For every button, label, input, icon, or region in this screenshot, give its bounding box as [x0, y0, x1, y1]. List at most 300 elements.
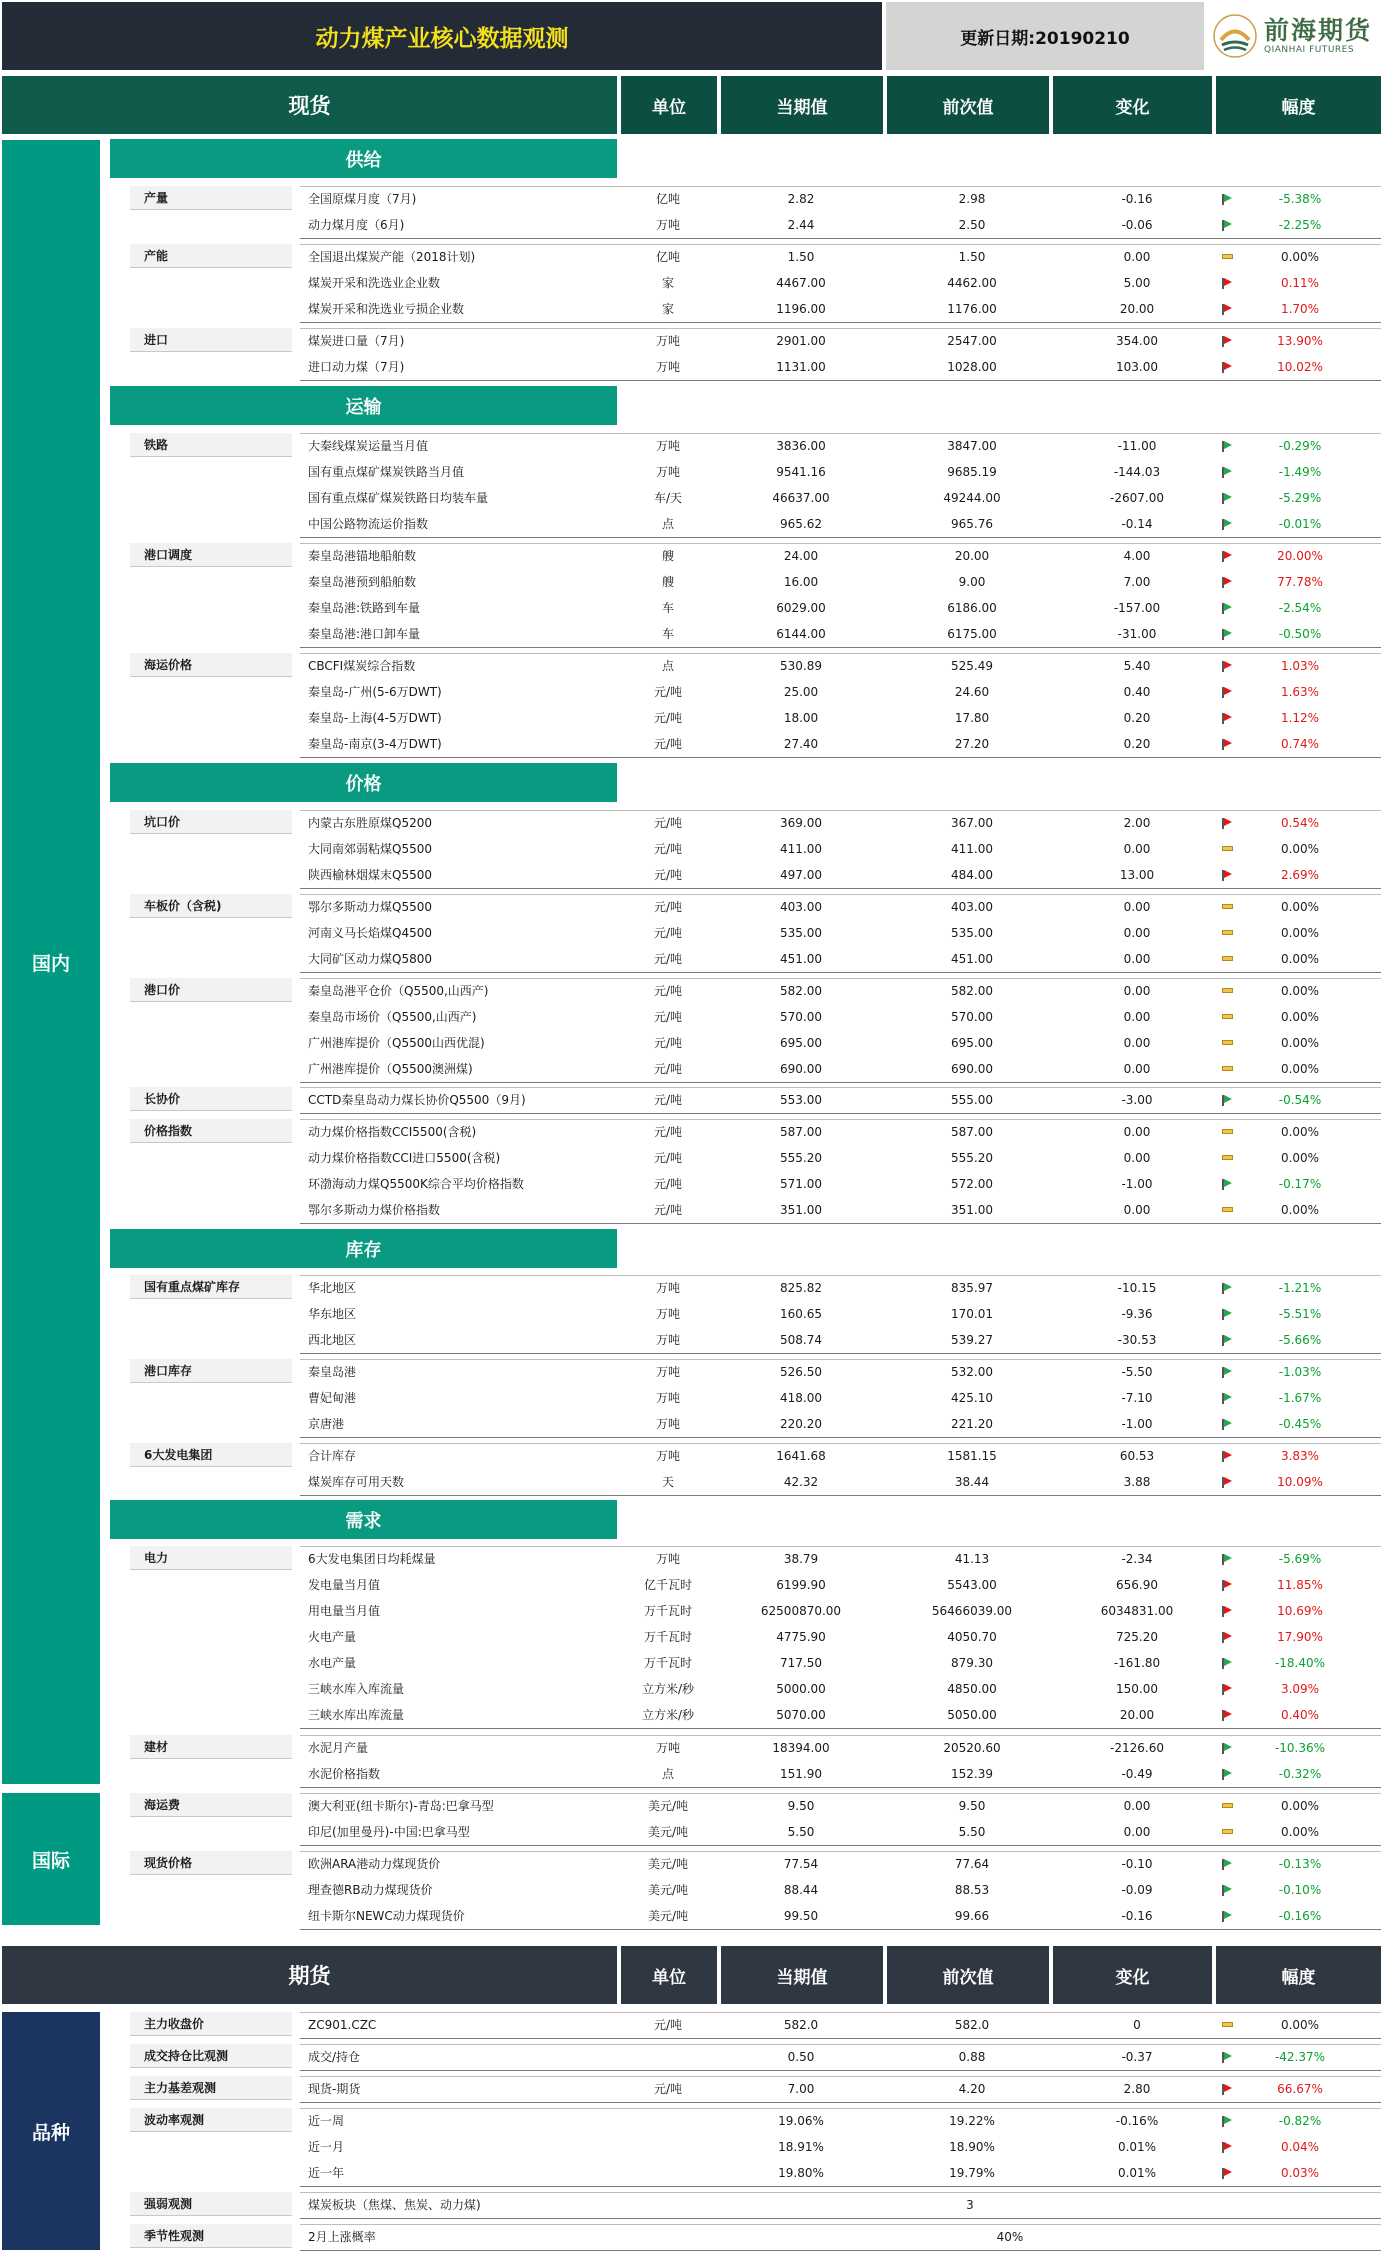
row-name: CBCFI煤炭综合指数 — [308, 659, 416, 673]
group-demand: 需求 — [110, 1500, 617, 1539]
row-current-value: 27.40 — [783, 737, 819, 751]
row-unit: 元/吨 — [653, 952, 683, 966]
row-unit: 元/吨 — [653, 1062, 683, 1076]
row-pct-change: -10.36% — [1274, 1741, 1326, 1755]
row-name: CCTD秦皇岛动力煤长协价Q5500（9月) — [308, 1093, 526, 1107]
trend-indicator — [1220, 244, 1240, 270]
trend-indicator — [1220, 1275, 1240, 1301]
row-name: 发电量当月值 — [308, 1578, 381, 1592]
table-row — [300, 653, 1381, 679]
trend-indicator — [1220, 1119, 1240, 1145]
up-flag-icon — [1222, 362, 1232, 372]
table-row — [300, 485, 1381, 511]
up-flag-icon — [1222, 2084, 1232, 2094]
table-row — [300, 621, 1381, 648]
row-pct-change: 10.69% — [1277, 1604, 1323, 1618]
category-label: 车板价（含税) — [130, 894, 292, 918]
row-pct-change: 0.74% — [1280, 737, 1320, 751]
row-current-value: 411.00 — [780, 842, 822, 856]
trend-indicator — [1220, 485, 1240, 511]
row-unit: 元/吨 — [653, 1203, 683, 1217]
row-unit: 车 — [661, 601, 674, 615]
row-pct-change: 3.09% — [1280, 1682, 1320, 1696]
row-name: 水泥月产量 — [308, 1741, 369, 1755]
row-name: 秦皇岛港:铁路到车量 — [308, 601, 421, 615]
trend-indicator — [1220, 1030, 1240, 1056]
row-current-value: 3836.00 — [776, 439, 826, 453]
row-previous-value: 18.90% — [949, 2140, 995, 2154]
table-row — [300, 920, 1381, 946]
table-row — [300, 1359, 1381, 1385]
row-previous-value: 2547.00 — [947, 334, 997, 348]
row-previous-value: 425.10 — [951, 1391, 993, 1405]
spot-header-current: 当期值 — [721, 76, 883, 134]
category-label: 电力 — [130, 1546, 292, 1570]
row-unit: 元/吨 — [653, 1010, 683, 1024]
row-previous-value: 572.00 — [951, 1177, 993, 1191]
trend-indicator — [1220, 1624, 1240, 1650]
table-row — [300, 1546, 1381, 1572]
row-pct-change: 0.00% — [1280, 1151, 1320, 1165]
row-unit: 万千瓦时 — [643, 1630, 692, 1644]
sidebar-variety: 品种 — [2, 2012, 100, 2250]
row-name: 煤炭开采和洗选业企业数 — [308, 276, 441, 290]
row-change: -0.06 — [1121, 218, 1153, 232]
down-flag-icon — [1222, 1911, 1232, 1921]
table-row — [300, 810, 1381, 836]
row-previous-value: 170.01 — [951, 1307, 993, 1321]
row-change: -2.34 — [1121, 1552, 1153, 1566]
row-unit: 万吨 — [655, 1449, 680, 1463]
row-unit: 美元/吨 — [647, 1857, 689, 1871]
category-label: 6大发电集团 — [130, 1443, 292, 1467]
up-flag-icon — [1222, 687, 1232, 697]
table-row — [300, 862, 1381, 889]
trend-indicator — [1220, 212, 1240, 238]
trend-indicator — [1220, 621, 1240, 647]
row-name: 大同南郊弱粘煤Q5500 — [308, 842, 432, 856]
row-name: 鄂尔多斯动力煤Q5500 — [308, 900, 432, 914]
row-name: 大秦线煤炭运量当月值 — [308, 439, 429, 453]
row-pct-change: 66.67% — [1277, 2082, 1323, 2096]
row-pct-change: -0.32% — [1278, 1767, 1322, 1781]
row-change: -5.50 — [1121, 1365, 1153, 1379]
row-name: 水电产量 — [308, 1656, 357, 1670]
row-unit: 点 — [661, 659, 674, 673]
trend-indicator — [1220, 1171, 1240, 1197]
row-change: 0.00 — [1123, 1825, 1151, 1839]
row-name: 西北地区 — [308, 1333, 357, 1347]
row-current-value: 570.00 — [780, 1010, 822, 1024]
row-change: 725.20 — [1116, 1630, 1158, 1644]
row-name: 澳大利亚(纽卡斯尔)-青岛:巴拿马型 — [308, 1799, 494, 1813]
row-change: 0.01% — [1117, 2166, 1157, 2180]
row-name: 秦皇岛港锚地船舶数 — [308, 549, 417, 563]
row-previous-value: 2.98 — [958, 192, 986, 206]
row-previous-value: 4850.00 — [947, 1682, 997, 1696]
table-row — [300, 569, 1381, 595]
row-name: 近一年 — [308, 2166, 345, 2180]
row-previous-value: 20.00 — [954, 549, 990, 563]
flat-indicator-icon — [1222, 1040, 1233, 1045]
row-unit: 万吨 — [655, 439, 680, 453]
row-change: -9.36 — [1121, 1307, 1153, 1321]
row-pct-change: 0.40% — [1280, 1708, 1320, 1722]
up-flag-icon — [1222, 278, 1232, 288]
trend-indicator — [1220, 1546, 1240, 1572]
row-name: 用电量当月值 — [308, 1604, 381, 1618]
row-previous-value: 27.20 — [954, 737, 990, 751]
row-current-value: 451.00 — [780, 952, 822, 966]
sidebar-international: 国际 — [2, 1793, 100, 1925]
row-previous-value: 99.66 — [954, 1909, 990, 1923]
row-pct-change: 1.12% — [1280, 711, 1320, 725]
trend-indicator — [1220, 354, 1240, 380]
trend-indicator — [1220, 1650, 1240, 1676]
row-name: 秦皇岛港 — [308, 1365, 357, 1379]
row-current-value: 19.06% — [778, 2114, 824, 2128]
row-current-value: 508.74 — [780, 1333, 822, 1347]
trend-indicator — [1220, 1385, 1240, 1411]
down-flag-icon — [1222, 467, 1232, 477]
row-change: -0.09 — [1121, 1883, 1153, 1897]
row-pct-change: -0.82% — [1278, 2114, 1322, 2128]
flat-indicator-icon — [1222, 956, 1233, 961]
row-change: 0.00 — [1123, 926, 1151, 940]
group-price: 价格 — [110, 763, 617, 802]
row-unit: 艘 — [661, 549, 674, 563]
table-row — [300, 894, 1381, 920]
trend-indicator — [1220, 2076, 1240, 2102]
row-current-value: 6029.00 — [776, 601, 826, 615]
flat-indicator-icon — [1222, 904, 1233, 909]
trend-indicator — [1220, 2160, 1240, 2186]
row-pct-change: -0.50% — [1278, 627, 1322, 641]
row-unit: 家 — [661, 302, 674, 316]
trend-indicator — [1220, 1572, 1240, 1598]
row-name: 国有重点煤矿煤炭铁路日均装车量 — [308, 491, 489, 505]
top-bar — [0, 0, 1381, 72]
row-change: -0.10 — [1121, 1857, 1153, 1871]
table-row — [300, 595, 1381, 621]
row-name: 中国公路物流运价指数 — [308, 517, 429, 531]
row-change: -0.16% — [1115, 2114, 1159, 2128]
table-row — [300, 705, 1381, 731]
row-unit: 车 — [661, 627, 674, 641]
row-change: 5.40 — [1123, 659, 1151, 673]
row-current-value: 18394.00 — [772, 1741, 830, 1755]
row-current-value: 42.32 — [783, 1475, 819, 1489]
table-row — [300, 2076, 1381, 2103]
row-change: 2.80 — [1123, 2082, 1151, 2096]
down-flag-icon — [1222, 603, 1232, 613]
futures-header-pct: 幅度 — [1216, 1946, 1381, 2004]
row-current-value: 99.50 — [783, 1909, 819, 1923]
row-name: 进口动力煤（7月) — [308, 360, 405, 374]
table-row — [300, 1056, 1381, 1083]
row-change: 7.00 — [1123, 575, 1151, 589]
row-pct-change: 0.04% — [1280, 2140, 1320, 2154]
trend-indicator — [1220, 1735, 1240, 1761]
row-previous-value: 965.76 — [951, 517, 993, 531]
row-unit: 万吨 — [655, 1741, 680, 1755]
row-pct-change: 0.00% — [1280, 900, 1320, 914]
row-previous-value: 9.50 — [958, 1799, 986, 1813]
row-previous-value: 20520.60 — [943, 1741, 1001, 1755]
row-pct-change: 20.00% — [1277, 549, 1323, 563]
down-flag-icon — [1222, 2052, 1232, 2062]
row-pct-change: 0.00% — [1280, 926, 1320, 940]
table-row — [300, 1171, 1381, 1197]
row-name: 合计库存 — [308, 1449, 357, 1463]
table-row — [300, 511, 1381, 538]
row-pct-change: 0.00% — [1280, 984, 1320, 998]
row-name: 曹妃甸港 — [308, 1391, 357, 1405]
row-previous-value: 38.44 — [954, 1475, 990, 1489]
row-change: 0.20 — [1123, 737, 1151, 751]
row-unit: 元/吨 — [653, 816, 683, 830]
row-pct-change: 0.03% — [1280, 2166, 1320, 2180]
table-row — [300, 1903, 1381, 1930]
row-previous-value: 4462.00 — [947, 276, 997, 290]
row-unit: 万吨 — [655, 1281, 680, 1295]
futures-header-change: 变化 — [1053, 1946, 1212, 2004]
table-row — [300, 1197, 1381, 1224]
row-name: 动力煤月度（6月) — [308, 218, 405, 232]
trend-indicator — [1220, 1903, 1240, 1929]
row-previous-value: 4050.70 — [947, 1630, 997, 1644]
table-row — [300, 836, 1381, 862]
row-previous-value: 49244.00 — [943, 491, 1001, 505]
row-unit: 美元/吨 — [647, 1799, 689, 1813]
row-unit: 万吨 — [655, 1552, 680, 1566]
table-row — [300, 679, 1381, 705]
up-flag-icon — [1222, 713, 1232, 723]
row-change: 0.00 — [1123, 250, 1151, 264]
row-current-value: 160.65 — [780, 1307, 822, 1321]
row-pct-change: 10.09% — [1277, 1475, 1323, 1489]
table-row — [300, 1624, 1381, 1650]
trend-indicator — [1220, 2108, 1240, 2134]
row-name: 华北地区 — [308, 1281, 357, 1295]
row-previous-value: 403.00 — [951, 900, 993, 914]
category-label: 现货价格 — [130, 1851, 292, 1875]
up-flag-icon — [1222, 336, 1232, 346]
row-current-value: 151.90 — [780, 1767, 822, 1781]
table-row — [300, 1145, 1381, 1171]
up-flag-icon — [1222, 2168, 1232, 2178]
trend-indicator — [1220, 2012, 1240, 2038]
row-pct-change: -1.67% — [1278, 1391, 1322, 1405]
row-pct-change: 0.54% — [1280, 816, 1320, 830]
trend-indicator — [1220, 595, 1240, 621]
row-previous-value: 695.00 — [951, 1036, 993, 1050]
futures-header-unit: 单位 — [621, 1946, 717, 2004]
row-current-value: 9541.16 — [776, 465, 826, 479]
trend-indicator — [1220, 1851, 1240, 1877]
row-previous-value: 367.00 — [951, 816, 993, 830]
category-label: 国有重点煤矿库存 — [130, 1275, 292, 1299]
down-flag-icon — [1222, 2116, 1232, 2126]
row-current-value: 717.50 — [780, 1656, 822, 1670]
down-flag-icon — [1222, 1658, 1232, 1668]
row-change: 6034831.00 — [1100, 1604, 1174, 1618]
row-change: 354.00 — [1116, 334, 1158, 348]
row-previous-value: 351.00 — [951, 1203, 993, 1217]
category-label: 主力收盘价 — [130, 2012, 292, 2036]
row-current-value: 25.00 — [783, 685, 819, 699]
row-previous-value: 221.20 — [951, 1417, 993, 1431]
row-current-value: 530.89 — [780, 659, 822, 673]
table-row — [300, 1327, 1381, 1354]
row-current-value: 535.00 — [780, 926, 822, 940]
row-change: 0.01% — [1117, 2140, 1157, 2154]
row-name: 华东地区 — [308, 1307, 357, 1321]
up-flag-icon — [1222, 1632, 1232, 1642]
row-unit: 元/吨 — [653, 1093, 683, 1107]
down-flag-icon — [1222, 194, 1232, 204]
table-row — [300, 1598, 1381, 1624]
table-row — [300, 2134, 1381, 2160]
up-flag-icon — [1222, 2142, 1232, 2152]
row-current-value: 695.00 — [780, 1036, 822, 1050]
row-pct-change: -0.13% — [1278, 1857, 1322, 1871]
row-change: 0.00 — [1123, 1062, 1151, 1076]
spot-header-previous: 前次值 — [887, 76, 1049, 134]
row-previous-value: 9.00 — [958, 575, 986, 589]
row-unit: 立方米/秒 — [641, 1708, 695, 1722]
row-change: -2607.00 — [1110, 491, 1164, 505]
row-pct-change: 0.00% — [1280, 842, 1320, 856]
row-name: 欧洲ARA港动力煤现货价 — [308, 1857, 441, 1871]
trend-indicator — [1220, 705, 1240, 731]
row-current-value: 2901.00 — [776, 334, 826, 348]
trend-indicator — [1220, 2044, 1240, 2070]
row-name: 河南义马长焰煤Q4500 — [308, 926, 432, 940]
flat-indicator-icon — [1222, 1066, 1233, 1071]
category-label: 季节性观测 — [130, 2224, 292, 2248]
row-current-value: 24.00 — [783, 549, 819, 563]
row-current-value: 16.00 — [783, 575, 819, 589]
row-previous-value: 525.49 — [951, 659, 993, 673]
table-row — [300, 2160, 1381, 2187]
trend-indicator — [1220, 1443, 1240, 1469]
table-row — [300, 1087, 1381, 1114]
row-unit: 元/吨 — [653, 711, 683, 725]
row-pct-change: 0.11% — [1280, 276, 1320, 290]
row-change: -10.15 — [1117, 1281, 1157, 1295]
table-row — [300, 2012, 1381, 2039]
up-flag-icon — [1222, 1477, 1232, 1487]
row-pct-change: -5.51% — [1278, 1307, 1322, 1321]
down-flag-icon — [1222, 1367, 1232, 1377]
row-change: 103.00 — [1116, 360, 1158, 374]
row-name: 煤炭进口量（7月) — [308, 334, 405, 348]
table-row — [300, 1411, 1381, 1438]
row-pct-change: 0.00% — [1280, 1125, 1320, 1139]
row-current-value: 1196.00 — [776, 302, 826, 316]
row-previous-value: 555.00 — [951, 1093, 993, 1107]
row-current-value: 4467.00 — [776, 276, 826, 290]
row-unit: 元/吨 — [653, 868, 683, 882]
table-row — [300, 2224, 1381, 2251]
row-previous-value: 539.27 — [951, 1333, 993, 1347]
trend-indicator — [1220, 1702, 1240, 1728]
table-row — [300, 244, 1381, 270]
trend-indicator — [1220, 328, 1240, 354]
up-flag-icon — [1222, 551, 1232, 561]
row-pct-change: 13.90% — [1277, 334, 1323, 348]
table-row — [300, 1572, 1381, 1598]
row-unit: 万吨 — [655, 1333, 680, 1347]
row-change: 2.00 — [1123, 816, 1151, 830]
row-current-value: 46637.00 — [772, 491, 830, 505]
row-previous-value: 690.00 — [951, 1062, 993, 1076]
row-unit: 元/吨 — [653, 2018, 683, 2032]
table-row — [300, 186, 1381, 212]
row-pct-change: -0.01% — [1278, 517, 1322, 531]
row-previous-value: 879.30 — [951, 1656, 993, 1670]
down-flag-icon — [1222, 519, 1232, 529]
row-pct-change: -0.10% — [1278, 1883, 1322, 1897]
row-pct-change: 1.70% — [1280, 302, 1320, 316]
row-previous-value: 582.0 — [954, 2018, 990, 2032]
category-label: 产能 — [130, 244, 292, 268]
row-previous-value: 532.00 — [951, 1365, 993, 1379]
table-row — [300, 1650, 1381, 1676]
row-current-value: 553.00 — [780, 1093, 822, 1107]
row-unit: 车/天 — [653, 491, 683, 505]
up-flag-icon — [1222, 661, 1232, 671]
row-change: -30.53 — [1117, 1333, 1157, 1347]
group-inventory: 库存 — [110, 1229, 617, 1268]
row-pct-change: 0.00% — [1280, 1799, 1320, 1813]
flat-indicator-icon — [1222, 1207, 1233, 1212]
table-row — [300, 1877, 1381, 1903]
row-name: 煤炭板块（焦煤、焦炭、动力煤) — [308, 2198, 481, 2212]
trend-indicator — [1220, 433, 1240, 459]
row-name: 大同矿区动力煤Q5800 — [308, 952, 432, 966]
row-previous-value: 152.39 — [951, 1767, 993, 1781]
category-label: 港口价 — [130, 978, 292, 1002]
table-row — [300, 1469, 1381, 1496]
row-name: 京唐港 — [308, 1417, 345, 1431]
category-label: 铁路 — [130, 433, 292, 457]
row-name: 秦皇岛-南京(3-4万DWT) — [308, 737, 442, 751]
spot-header-change: 变化 — [1053, 76, 1212, 134]
row-unit: 万千瓦时 — [643, 1604, 692, 1618]
row-current-value: 526.50 — [780, 1365, 822, 1379]
trend-indicator — [1220, 1197, 1240, 1223]
row-name: 全国退出煤炭产能（2018计划) — [308, 250, 476, 264]
row-change: -0.37 — [1121, 2050, 1153, 2064]
row-name: 秦皇岛-上海(4-5万DWT) — [308, 711, 442, 725]
row-previous-value: 587.00 — [951, 1125, 993, 1139]
trend-indicator — [1220, 296, 1240, 322]
row-unit: 万吨 — [655, 465, 680, 479]
row-change: 5.00 — [1123, 276, 1151, 290]
row-previous-value: 484.00 — [951, 868, 993, 882]
row-pct-change: 0.00% — [1280, 1203, 1320, 1217]
row-previous-value: 1581.15 — [947, 1449, 997, 1463]
row-pct-change: -0.54% — [1278, 1093, 1322, 1107]
row-previous-value: 24.60 — [954, 685, 990, 699]
update-date: 更新日期:20190210 — [886, 2, 1204, 70]
row-change: -0.16 — [1121, 1909, 1153, 1923]
row-unit: 元/吨 — [653, 1151, 683, 1165]
row-previous-value: 17.80 — [954, 711, 990, 725]
table-row — [300, 328, 1381, 354]
